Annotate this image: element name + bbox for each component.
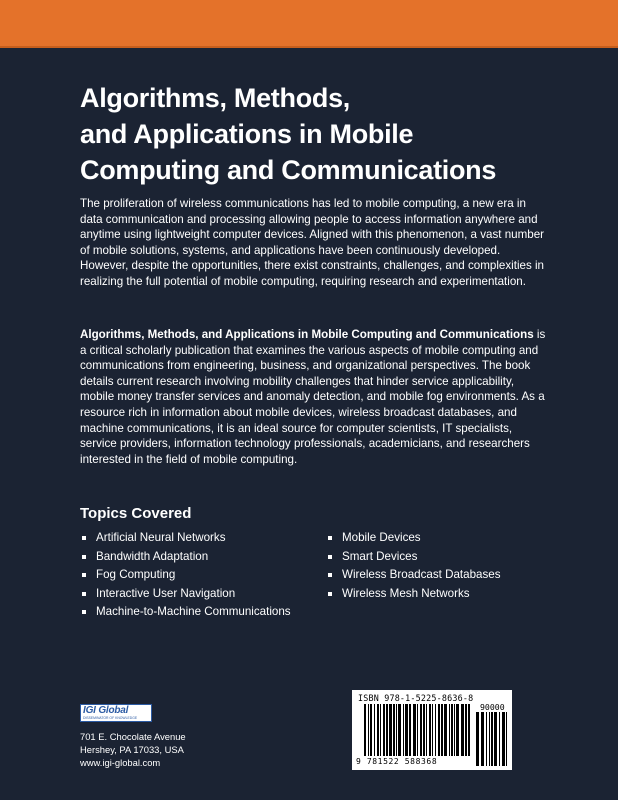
barcode-bar: [449, 704, 450, 756]
barcode-bar: [465, 704, 467, 756]
barcode-bar: [398, 704, 401, 756]
bullet-icon: [328, 592, 332, 596]
book-title-bold: Algorithms, Methods, and Applications in Mobile Computing and Communications: [80, 328, 534, 341]
topics-list-right: [328, 529, 501, 603]
barcode-bar: [491, 712, 493, 766]
bullet-icon: [82, 555, 86, 559]
barcode-bar: [451, 704, 453, 756]
barcode-bar: [502, 712, 505, 766]
bullet-icon: [82, 592, 86, 596]
title-line: and Applications in Mobile: [80, 119, 414, 149]
barcode-bar: [432, 704, 433, 756]
bullet-icon: [82, 610, 86, 614]
ean-digits: 9 781522 588368: [356, 757, 438, 766]
barcode-bar: [405, 704, 408, 756]
barcode-bar: [420, 704, 422, 756]
barcode-bar: [494, 712, 497, 766]
top-color-band: [0, 0, 618, 48]
price-code: 90000: [480, 702, 505, 712]
bullet-icon: [82, 573, 86, 577]
barcode-bar: [389, 704, 392, 756]
bullet-icon: [82, 536, 86, 540]
barcode-bar: [461, 704, 464, 756]
topic-item: Fog Computing: [82, 566, 291, 585]
topic-item: Wireless Broadcast Databases: [328, 566, 501, 585]
bullet-icon: [328, 573, 332, 577]
barcode-bar: [429, 704, 431, 756]
description-paragraph-1: The proliferation of wireless communications has led to mobile computing, a new era in data communication and processing allowing people to access information anywhere and anytime using lightweight computer devices. Aligned with this phenomenon, a vast number of mobile solutions, systems, and applications have been continuously developed. However, despite the opportunities, there exist constraints, challenges, and complexities in realizing the full potential of mobile computing, requiring research and experimentation.: [80, 197, 545, 288]
book-title: [80, 80, 580, 188]
barcode-bar: [426, 704, 427, 756]
address-street: 701 E. Chocolate Avenue: [80, 731, 186, 742]
isbn-text: ISBN 978-1-5225-8636-8: [358, 693, 474, 703]
barcode-bar: [393, 704, 395, 756]
address-city: Hershey, PA 17033, USA: [80, 744, 184, 755]
topic-item: Mobile Devices: [328, 529, 501, 548]
logo-tagline: DISSEMINATOR OF KNOWLEDGE: [83, 716, 138, 720]
barcode-bar: [435, 704, 436, 756]
barcode-bar: [413, 704, 416, 756]
barcode-bar: [417, 704, 418, 756]
barcode-bar: [438, 704, 440, 756]
barcode-bar: [396, 704, 397, 756]
title-line: Computing and Communications: [80, 155, 497, 185]
barcode-bar: [468, 704, 470, 756]
publisher-website: www.igi-global.com: [80, 757, 161, 768]
title-line: Algorithms, Methods,: [80, 83, 350, 113]
barcode-bar: [499, 712, 500, 766]
barcode-bar: [476, 712, 479, 766]
topic-item: Bandwidth Adaptation: [82, 548, 291, 567]
publisher-logo: [80, 704, 152, 722]
barcode-bar: [489, 712, 490, 766]
topic-item: Artificial Neural Networks: [82, 529, 291, 548]
barcode-bar: [444, 704, 447, 756]
barcode-bar: [368, 704, 369, 756]
topics-heading: Topics Covered: [80, 505, 192, 522]
barcode-bar: [423, 704, 425, 756]
isbn-barcode: [352, 690, 512, 770]
barcode-bar: [377, 704, 379, 756]
barcode-bar: [454, 704, 455, 756]
topics-list-left: [82, 529, 291, 622]
topic-item: Machine-to-Machine Communications: [82, 603, 291, 622]
barcode-bar: [374, 704, 375, 756]
barcode-bar: [481, 712, 484, 766]
barcode-bar: [409, 704, 411, 756]
barcode-bar: [364, 704, 366, 756]
barcode-bar: [386, 704, 388, 756]
barcode-bar: [506, 712, 507, 766]
bullet-icon: [328, 536, 332, 540]
description-paragraph-2: [80, 327, 550, 467]
barcode-bar: [383, 704, 385, 756]
barcode-bar: [456, 704, 459, 756]
barcode-bar: [380, 704, 381, 756]
logo-wordmark: IGI Global: [83, 705, 129, 716]
barcode-bar: [441, 704, 443, 756]
publisher-address: [80, 730, 186, 769]
topic-item: Interactive User Navigation: [82, 585, 291, 604]
barcode-bar: [370, 704, 372, 756]
topic-item: Smart Devices: [328, 548, 501, 567]
barcode-bar: [403, 704, 404, 756]
bullet-icon: [328, 555, 332, 559]
description-text: is a critical scholarly publication that examines the various aspects of mobile computing and communications from engineering, business, and organizational perspectives. The book details current research involving mobility challenges that hinder service applicability, mobile money transfer services and anomaly detection, and mobile fog environments. As a resource rich in information about mobile devices, wireless broadcast databases, and machine communications, it is an ideal source for computer scientists, IT specialists, service providers, information technology professionals, academicians, and researchers interested in the field of mobile computing.: [80, 328, 546, 466]
topic-item: Wireless Mesh Networks: [328, 585, 501, 604]
barcode-bar: [486, 712, 487, 766]
